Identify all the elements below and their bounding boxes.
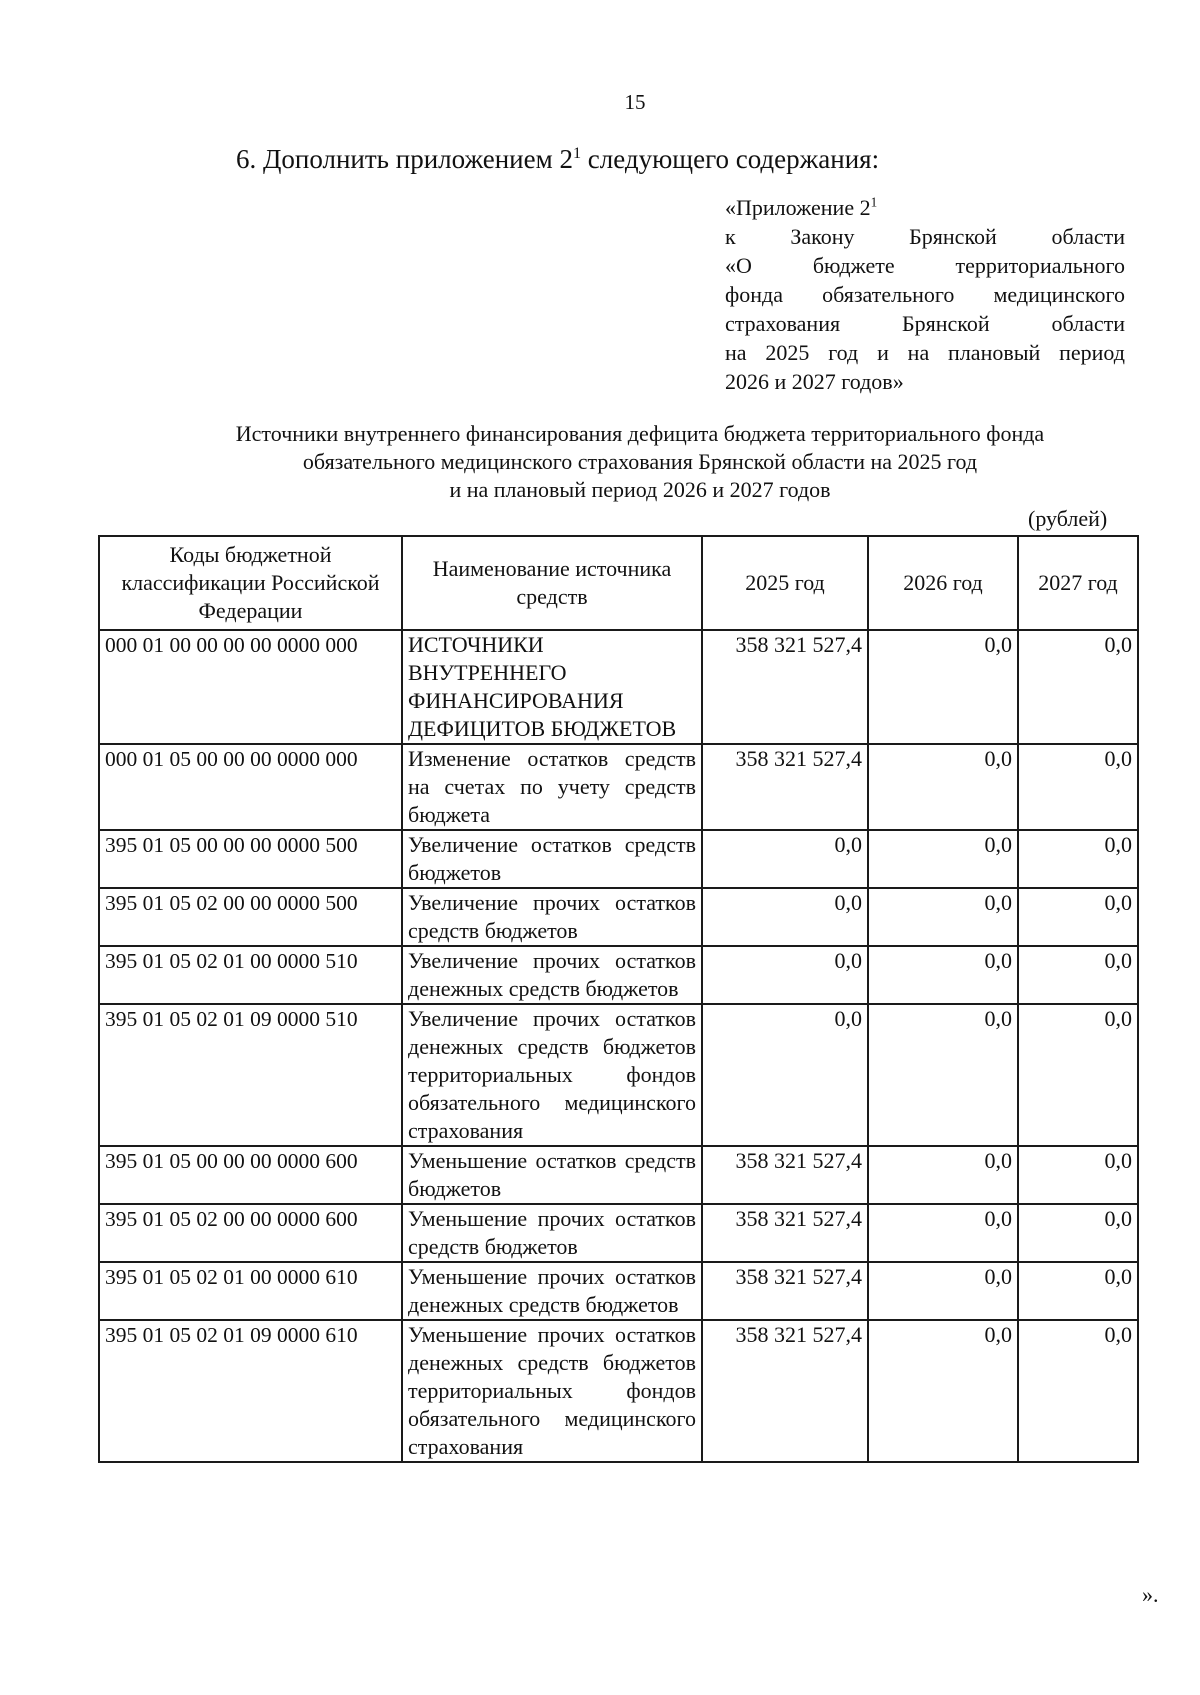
cell-2025: 358 321 527,4 bbox=[702, 1262, 868, 1320]
appendix-line: на 2025 год и на плановый период bbox=[725, 340, 1125, 365]
table-row bbox=[99, 1204, 1138, 1262]
table-title bbox=[150, 420, 1130, 504]
cell-code: 000 01 05 00 00 00 0000 000 bbox=[99, 744, 402, 830]
table-row bbox=[99, 1320, 1138, 1462]
cell-2025: 0,0 bbox=[702, 888, 868, 946]
cell-2025: 358 321 527,4 bbox=[702, 1146, 868, 1204]
cell-2026: 0,0 bbox=[868, 946, 1018, 1004]
heading-text: 6. Дополнить приложением 2 bbox=[236, 144, 573, 174]
cell-2025: 0,0 bbox=[702, 946, 868, 1004]
cell-2026: 0,0 bbox=[868, 1204, 1018, 1262]
cell-2026: 0,0 bbox=[868, 1146, 1018, 1204]
cell-2027: 0,0 bbox=[1018, 830, 1138, 888]
appendix-line: к Закону Брянской области bbox=[725, 224, 1125, 249]
cell-2027: 0,0 bbox=[1018, 630, 1138, 744]
appendix-title: «Приложение $2^1$ bbox=[725, 194, 878, 220]
cell-name: Увеличение прочих остатков денежных средств бюджетов территориальных фондов обязательного медицинского страхования bbox=[402, 1004, 702, 1146]
appendix-line: страхования Брянской области bbox=[725, 311, 1125, 336]
cell-2026: 0,0 bbox=[868, 1320, 1018, 1462]
cell-2025: 358 321 527,4 bbox=[702, 630, 868, 744]
cell-code: 000 01 00 00 00 00 0000 000 bbox=[99, 630, 402, 744]
currency-units: (рублей) bbox=[1028, 506, 1108, 531]
cell-2027: 0,0 bbox=[1018, 744, 1138, 830]
heading-text-after: следующего содержания: bbox=[581, 144, 880, 174]
table-header-row bbox=[99, 536, 1138, 630]
cell-name: ИСТОЧНИКИ ВНУТРЕННЕГО ФИНАНСИРОВАНИЯ ДЕФИЦИТОВ БЮДЖЕТОВ bbox=[402, 630, 702, 744]
cell-2027: 0,0 bbox=[1018, 1004, 1138, 1146]
appendix-line: фонда обязательного медицинского bbox=[725, 282, 1125, 307]
table-title-line: и на плановый период 2026 и 2027 годов bbox=[449, 477, 831, 502]
cell-name: Уменьшение прочих остатков денежных средств бюджетов территориальных фондов обязательного медицинского страхования bbox=[402, 1320, 702, 1462]
table-title-line: Источники внутреннего финансирования дефицита бюджета территориального фонда bbox=[235, 421, 1045, 446]
table-row bbox=[99, 630, 1138, 744]
cell-2025: 0,0 bbox=[702, 830, 868, 888]
table-row bbox=[99, 1004, 1138, 1146]
cell-2025: 358 321 527,4 bbox=[702, 1204, 868, 1262]
cell-name: Увеличение прочих остатков денежных средств бюджетов bbox=[402, 946, 702, 1004]
heading-superscript: 1 bbox=[572, 144, 582, 162]
cell-2027: 0,0 bbox=[1018, 1204, 1138, 1262]
cell-code: 395 01 05 02 00 00 0000 500 bbox=[99, 888, 402, 946]
cell-name: Уменьшение прочих остатков средств бюджетов bbox=[402, 1204, 702, 1262]
cell-2027: 0,0 bbox=[1018, 946, 1138, 1004]
cell-name: Увеличение остатков средств бюджетов bbox=[402, 830, 702, 888]
cell-name: Уменьшение прочих остатков денежных средств бюджетов bbox=[402, 1262, 702, 1320]
cell-2026: 0,0 bbox=[868, 830, 1018, 888]
header-2026: 2026 год bbox=[868, 536, 1018, 630]
appendix-line: 2026 и 2027 годов» bbox=[725, 369, 904, 394]
appendix-title-superscript: 1 bbox=[870, 194, 878, 210]
closing-quote-mark: ». bbox=[1142, 1582, 1159, 1607]
cell-2026: 0,0 bbox=[868, 888, 1018, 946]
cell-name: Уменьшение остатков средств бюджетов bbox=[402, 1146, 702, 1204]
table-row bbox=[99, 888, 1138, 946]
cell-2027: 0,0 bbox=[1018, 1320, 1138, 1462]
cell-2025: 358 321 527,4 bbox=[702, 744, 868, 830]
cell-code: 395 01 05 02 00 00 0000 600 bbox=[99, 1204, 402, 1262]
cell-code: 395 01 05 00 00 00 0000 500 bbox=[99, 830, 402, 888]
cell-code: 395 01 05 02 01 09 0000 610 bbox=[99, 1320, 402, 1462]
header-2027: 2027 год bbox=[1018, 536, 1138, 630]
cell-2027: 0,0 bbox=[1018, 1262, 1138, 1320]
table-row bbox=[99, 830, 1138, 888]
cell-2025: 358 321 527,4 bbox=[702, 1320, 868, 1462]
cell-2027: 0,0 bbox=[1018, 888, 1138, 946]
table-row bbox=[99, 744, 1138, 830]
appendix-line: «О бюджете территориального bbox=[725, 253, 1125, 278]
cell-code: 395 01 05 02 01 00 0000 610 bbox=[99, 1262, 402, 1320]
header-2025: 2025 год bbox=[702, 536, 868, 630]
cell-code: 395 01 05 02 01 09 0000 510 bbox=[99, 1004, 402, 1146]
cell-name: Увеличение прочих остатков средств бюджетов bbox=[402, 888, 702, 946]
cell-2027: 0,0 bbox=[1018, 1146, 1138, 1204]
table-row bbox=[99, 946, 1138, 1004]
table-row bbox=[99, 1262, 1138, 1320]
cell-2026: 0,0 bbox=[868, 744, 1018, 830]
cell-2026: 0,0 bbox=[868, 1262, 1018, 1320]
amendment-heading bbox=[236, 144, 879, 175]
header-code: Коды бюджетной классификации Российской Федерации bbox=[99, 536, 402, 630]
cell-name: Изменение остатков средств на счетах по учету средств бюджета bbox=[402, 744, 702, 830]
table-row bbox=[99, 1146, 1138, 1204]
cell-code: 395 01 05 02 01 00 0000 510 bbox=[99, 946, 402, 1004]
header-name: Наименование источника средств bbox=[402, 536, 702, 630]
financing-sources-table bbox=[98, 535, 1139, 1463]
cell-2026: 0,0 bbox=[868, 630, 1018, 744]
cell-2025: 0,0 bbox=[702, 1004, 868, 1146]
page-number: 15 bbox=[624, 90, 646, 114]
cell-code: 395 01 05 00 00 00 0000 600 bbox=[99, 1146, 402, 1204]
appendix-reference bbox=[725, 193, 1125, 396]
table-title-line: обязательного медицинского страхования Брянской области на 2025 год bbox=[302, 449, 978, 474]
cell-2026: 0,0 bbox=[868, 1004, 1018, 1146]
